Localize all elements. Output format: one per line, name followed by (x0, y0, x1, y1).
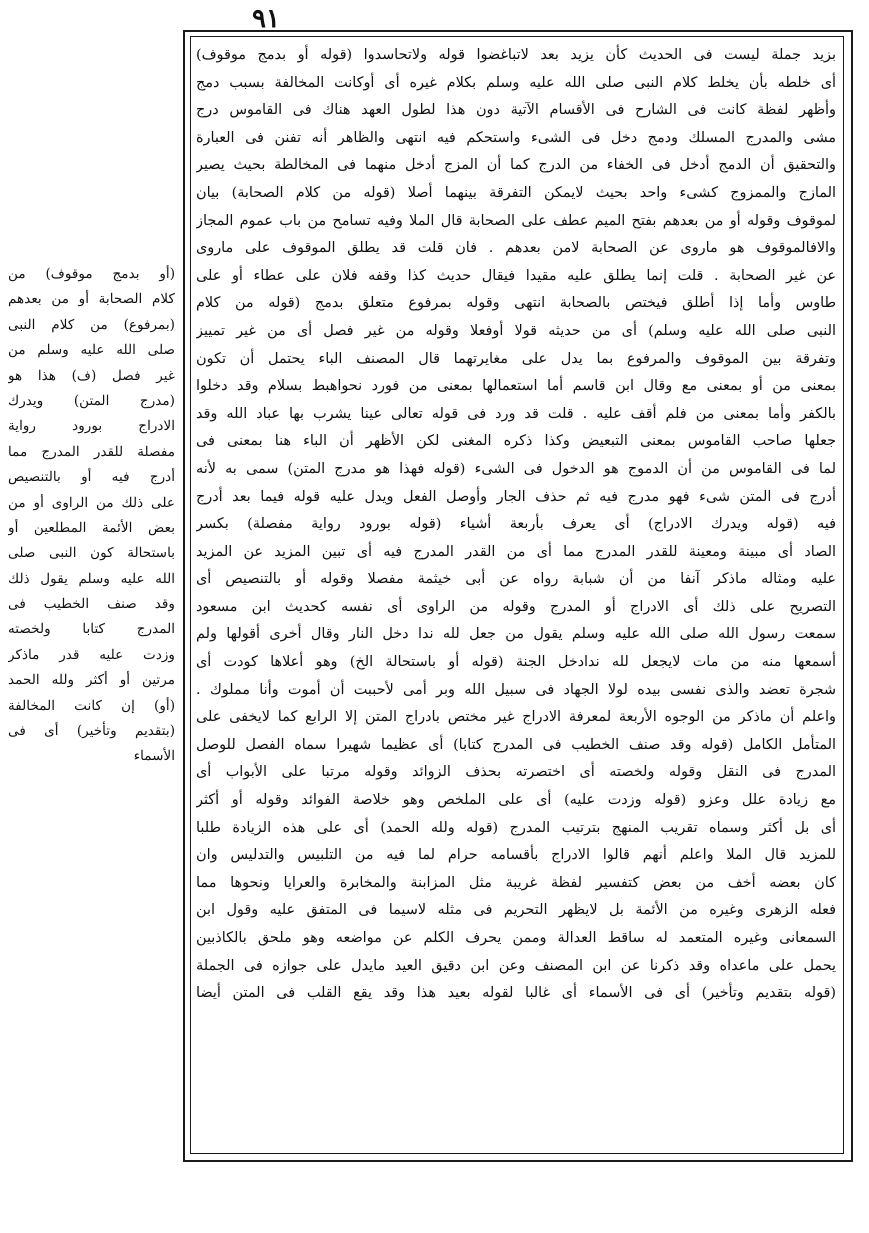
commentary-line: فيه (قوله ويدرك الادراج) أى يعرف بأربعة أشياء (قوله بورود رواية مفصلة) بكسر (196, 516, 836, 533)
commentary-text-block (196, 42, 836, 1148)
margin-line: مفصلة للقدر المدرج مما (8, 443, 175, 460)
commentary-line: عن غير الصحابة . قلت إنما يطلق عليه مقيدا فيقال حديث كذا وقفه فلان على عطاء أو على (196, 267, 836, 284)
commentary-line: أى بل أكثر وسماه تقريب المنهج بترتيب المدرج (قوله ولله الحمد) أى على هذه الزيادة طلبا (196, 819, 836, 836)
commentary-line: التصريح على ذلك أى الادراج أو المدرج وقوله من الراوى أى نفسه كحديث ابن مسعود (196, 598, 836, 615)
margin-line: (بتقديم وتأخير) أى فى (8, 723, 175, 740)
commentary-line: وتفرقة بين الموقوف والمرفوع بما يدل على مغايرتهما قال المصنف الباء يحتمل أن تكون (196, 350, 836, 367)
commentary-line: عليه ومثاله ماذكر آنفا من أن شبابة رواه عن أبى خيثمة مفصلا وقوله أو بالتنصيص أى (196, 571, 836, 588)
margin-line: (بمرفوع) من كلام النبى (8, 316, 175, 333)
commentary-line: والافالموقوف هو ماروى عن الصحابة لامن بعدهم . فان قلت قد يطلق الموقوف على ماروى (196, 240, 836, 257)
commentary-line: المازج والممزوج كشىء واحد بحيث لايمكن التفرقة بينهما أصلا (قوله من كلام الصحابة) بيان (196, 184, 836, 201)
commentary-line: أدرج فى المتن شىء فهو مدرج فيه ثم حذف الجار وأوصل الفعل ويدل عليه قوله فيما بعد أدرج (196, 488, 836, 505)
commentary-line: واعلم أن ماذكر من الوجوه الأربعة لمعرفة الادراج غير مختص بادراج المتن إلا الرابع كما لايخفى على (196, 709, 836, 726)
margin-line: الله عليه وسلم يقول ذلك (8, 570, 175, 587)
commentary-line: مشى والمدرج المسلك ودمج دخل فى الشىء واستحكم فيه انتهى والظاهر أنه تفنن فى العبارة (196, 129, 836, 146)
margin-line: وزدت عليه قدر ماذكر (8, 646, 175, 663)
commentary-line: النبى صلى الله عليه وسلم) أى من حديثه قولا أوفعلا وقوله من غير فصل أى من غير تمييز (196, 322, 836, 339)
margin-line: الأسماء (133, 748, 175, 765)
commentary-line: المتأمل الكامل (قوله وقد صنف الخطيب فى المدرج كتابا) أى عظيما شهيرا سماه الفصل للوصل (196, 736, 836, 753)
commentary-line: يحمل على ماعداه وقد ذكرنا عن ابن المصنف وعن ابن دقيق العيد مايدل على جوازه فى الجملة (196, 957, 836, 974)
margin-line: أدرج فيه أو بالتنصيص (8, 469, 175, 486)
commentary-line: (قوله بتقديم وتأخير) أى فى الأسماء أى غالبا لقوله بعيد هذا وقد يقع القلب فى المتن أيضا (196, 985, 836, 1002)
margin-line: مرتين أو أكثر ولله الحمد (8, 672, 175, 689)
margin-line: (أو) إن كانت المخالفة (8, 697, 175, 714)
margin-line: وقد صنف الخطيب فى (8, 596, 175, 613)
margin-line: (مدرج المتن) ويدرك (8, 392, 175, 409)
commentary-line: والتحقيق أن الدمج أدخل فى الخفاء من الدرج كما أن المزج أدخل منهما فى المخالطة بحيث يصير (196, 157, 836, 174)
page-number: ٩١ (252, 4, 280, 34)
commentary-line: لما فى القاموس من أن الدموج هو الدخول فى الشىء (قوله فهذا هو مدرج المتن) سمى به لأنه (196, 460, 836, 477)
margin-line: كلام الصحابة أو من بعدهم (8, 291, 175, 308)
commentary-line: وأظهر لفظة كانت فى الشارح فى الأقسام الآتية دون هذا لطول العهد هناك فى القاموس درج (196, 102, 836, 119)
commentary-line: طاوس وأما إذا أطلق فيختص بالصحابة انتهى وقوله بمرفوع متعلق بدمج (قوله من كلام (196, 295, 836, 312)
commentary-line: لموقوف وقوله أو من بعدهم بفتح الميم عطف على الصحابة قال الملا وفيه تسامح من باب عموم المجاز (196, 212, 836, 229)
commentary-line: بمعنى من أو بمعنى مع وقال ابن قاسم أما استعمالها بمعنى من فورد نحواهبط بسلام وقد دخلوا (196, 378, 836, 395)
commentary-line: أى خلطه بأن يخلط كلام النبى صلى الله عليه وسلم بكلام غيره أى أوكانت المخالفة بسبب دمج (196, 74, 836, 91)
commentary-line: بالكفر وأما بمعنى من فلم أقف عليه . قلت قد ورد فى قوله تعالى عينا يشرب بها عباد الله وقد (196, 405, 836, 422)
margin-line: بعض الأئمة المطلعين أو (8, 519, 175, 536)
matn-margin-text (8, 262, 175, 770)
commentary-line: شجرة تعضد والذى نفسى بيده لولا الجهاد فى سبيل الله وبر أمى لأحببت أن أموت وأنا مملوك . (196, 681, 836, 698)
commentary-line: سمعت رسول الله صلى الله عليه وسلم يقول من جعل لله ندا دخل النار وقال أخرى أقولها ولم (196, 626, 836, 643)
margin-line: صلى الله عليه وسلم من (8, 342, 175, 359)
margin-line: (أو بدمج موقوف) من (8, 266, 175, 282)
margin-line: باستحالة كون النبى صلى (8, 545, 175, 562)
commentary-line: مع زيادة علل وعزو (قوله وزدت عليه) أى على الملخص وهو خلاصة الفوائد وقوله أو أكثر (196, 792, 836, 809)
commentary-line: الصاد أى مبينة ومعينة للقدر المدرج مما أى من القدر المدرج فيه أى تبين المزيد عن المزيد (196, 543, 836, 560)
margin-line: على ذلك من الراوى أو من (8, 494, 175, 511)
margin-line: المدرج كتابا ولخصته (8, 621, 175, 638)
margin-line: الادراج بورود رواية (8, 418, 175, 435)
commentary-line: السمعانى وغيره المتعمد له ساقط العدالة وممن يحرف الكلم عن مواضعه وهو ملحق بالكاذبين (196, 930, 836, 946)
commentary-line: كان بعضه أخف من بعض كتفسير لفظة غريبة مثل المزابنة والمخابرة والعرايا ونحوها مما (196, 874, 836, 891)
commentary-line: للمزيد قال الملا واعلم أنهم قالوا الادراج بأقسامه حرام لما فيه من التلبيس والتدليس وان (196, 847, 836, 864)
margin-line: غير فصل (ف) هذا هو (8, 367, 175, 384)
commentary-line: فعله الزهرى وغيره من الأئمة بل لايظهر التحريم فى مثله لاسيما فى المتفق عليه وقول ابن (196, 902, 836, 919)
commentary-line: جعلها صاحب القاموس بمعنى التبعيض وكذا ذكره المغنى لكن الأظهر أن الباء هنا بمعنى فى (196, 433, 836, 450)
commentary-line: بزيد جملة ليست فى الحديث كأن يزيد بعد لاتباغضوا قوله ولاتحاسدوا (قوله أو بدمج موقوف) (196, 47, 836, 63)
commentary-line: المدرج فى النقل وقوله ولخصته أى اختصرته بحذف الزوائد وقوله مرتبا على الأبواب أى (196, 764, 836, 781)
commentary-line: أسمعها منه من مات لايجعل لله ندادخل الجنة (قوله أو باستحالة الخ) وهو أعلاها كودت أى (196, 654, 836, 671)
